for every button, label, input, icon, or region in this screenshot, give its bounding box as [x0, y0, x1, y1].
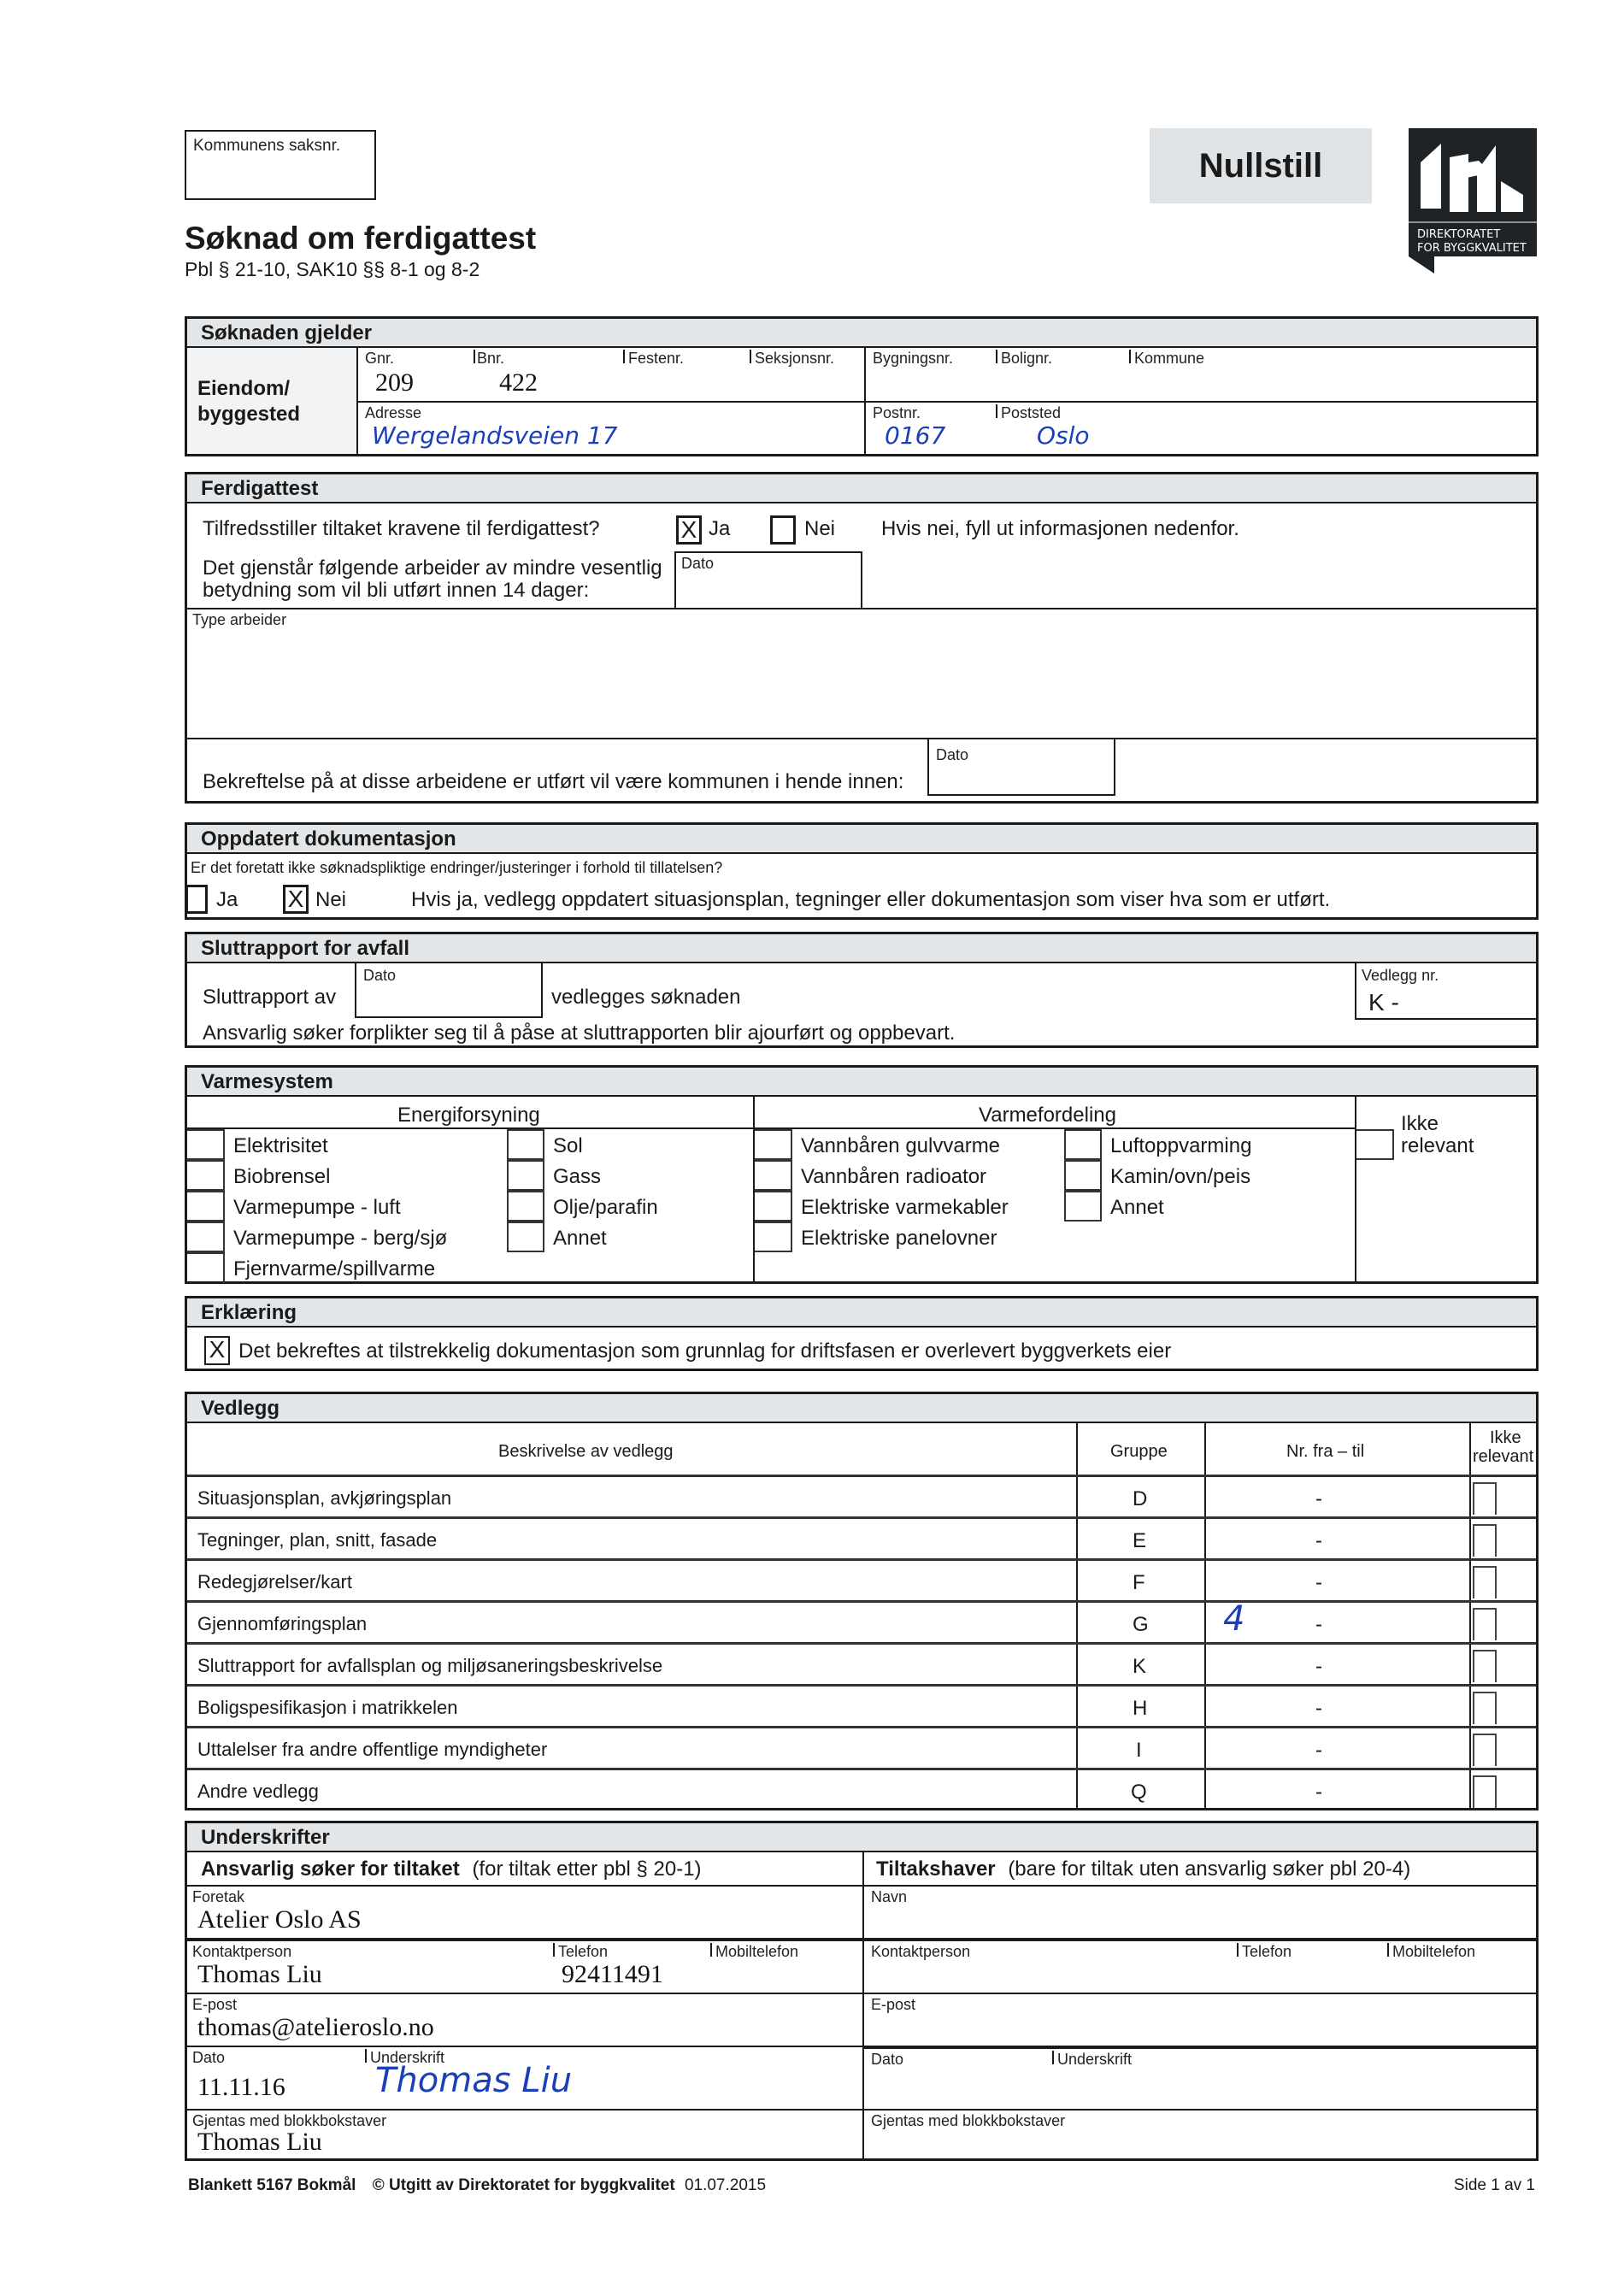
- table-row: [187, 1477, 1536, 1516]
- bnr-label: Bnr.: [477, 350, 505, 367]
- option-label: Vannbåren gulvvarme: [801, 1134, 1001, 1157]
- erklaering-text: Det bekreftes at tilstrekkelig dokumentasjon som grunnlag for driftsfasen er overlevert byggverkets eier: [238, 1339, 1172, 1363]
- row-nr-sep: -: [1315, 1571, 1322, 1594]
- option-label: Olje/parafin: [553, 1196, 658, 1219]
- epost-label: E-post: [192, 1996, 238, 2013]
- row-gruppe: G: [1133, 1613, 1149, 1636]
- row-beskrivelse: Redegjørelser/kart: [197, 1571, 352, 1592]
- mobiltelefon-label: Mobiltelefon: [715, 1943, 799, 1960]
- bnr-value: 422: [499, 368, 538, 397]
- option-label: Annet: [1110, 1196, 1164, 1219]
- luftoppvarming-checkbox[interactable]: [1064, 1129, 1102, 1160]
- bolignr-field[interactable]: [997, 348, 1126, 401]
- divider: [1355, 1097, 1356, 1281]
- section-erklaering: [185, 1296, 1539, 1371]
- bnr-field[interactable]: [475, 348, 603, 401]
- navn-field[interactable]: [864, 1887, 1536, 1938]
- kontaktperson-label: Kontaktperson: [871, 1943, 971, 1960]
- row-beskrivelse: Tegninger, plan, snitt, fasade: [197, 1529, 438, 1551]
- footer-date: 01.07.2015: [684, 2176, 767, 2194]
- row-nr-sep: -: [1315, 1739, 1322, 1762]
- poststed-value: Oslo: [1037, 421, 1090, 450]
- section-title: Varmesystem: [187, 1068, 1536, 1097]
- table-row: [187, 1599, 1536, 1642]
- ikke-relevant-checkbox[interactable]: [1473, 1692, 1497, 1724]
- sol-checkbox[interactable]: [507, 1129, 544, 1160]
- tiltakshaver-dato-field[interactable]: [864, 2049, 1044, 2109]
- row-beskrivelse: Sluttrapport for avfallsplan og miljøsaneringsbeskrivelse: [197, 1655, 663, 1676]
- remaining-work-text-1: Det gjenstår følgende arbeider av mindre vesentlig: [203, 556, 662, 580]
- dato-label: Dato: [681, 555, 715, 572]
- ikke-relevant-checkbox[interactable]: [1473, 1482, 1497, 1515]
- ferdigattest-nei-checkbox[interactable]: [770, 515, 796, 545]
- tiltakshaver-heading-bold: Tiltakshaver: [876, 1857, 996, 1881]
- oppdatert-question: Er det foretatt ikke søknadspliktige endringer/justeringer i forhold til tillatelsen?: [191, 859, 723, 876]
- seksjonsnr-field[interactable]: [751, 348, 864, 401]
- varmekabler-checkbox[interactable]: [755, 1191, 792, 1222]
- navn-label: Navn: [871, 1888, 908, 1905]
- elektrisitet-checkbox[interactable]: [187, 1129, 225, 1160]
- check-mark-icon: X: [680, 516, 697, 543]
- kontaktperson-value: Thomas Liu: [197, 1960, 322, 1988]
- option-label: Biobrensel: [233, 1165, 331, 1188]
- footer-page: Side 1 av 1: [1453, 2176, 1535, 2194]
- section-title: Underskrifter: [187, 1823, 1536, 1852]
- festenr-field[interactable]: [625, 348, 744, 401]
- tiltakshaver-panel: [864, 1852, 1536, 2158]
- blokk-label: Gjentas med blokkbokstaver: [871, 2112, 1066, 2129]
- option-label: Annet: [553, 1227, 607, 1250]
- varmepumpe-berg-checkbox[interactable]: [187, 1222, 225, 1252]
- tiltakshaver-epost-field[interactable]: [864, 1994, 1536, 2046]
- dato-label: Dato: [871, 2051, 904, 2068]
- sluttrapport-suffix: vedlegges søknaden: [551, 986, 741, 1009]
- ansvarlig-dato-field[interactable]: [187, 2047, 358, 2109]
- eiendom-label-1: Eiendom/: [197, 377, 291, 400]
- oppdatert-ja-checkbox[interactable]: [185, 885, 208, 914]
- col-header-ikke-relevant-1: Ikke: [1490, 1428, 1521, 1447]
- col-header-nr: Nr. fra – til: [1286, 1442, 1365, 1461]
- foretak-value: Atelier Oslo AS: [197, 1905, 362, 1934]
- logo-line1: DIREKTORATET: [1417, 228, 1501, 241]
- type-arbeider-label: Type arbeider: [192, 611, 287, 628]
- reset-button-label: Nullstill: [1198, 147, 1323, 185]
- ferdigattest-hint: Hvis nei, fyll ut informasjonen nedenfor.: [881, 517, 1239, 540]
- sluttrapport-note: Ansvarlig søker forplikter seg til å påse at sluttrapporten blir ajourført og oppbevart.: [203, 1021, 956, 1045]
- section-title: Vedlegg: [187, 1394, 1536, 1423]
- kontaktperson-label: Kontaktperson: [192, 1943, 292, 1960]
- row-gruppe: E: [1133, 1529, 1147, 1552]
- gnr-label: Gnr.: [365, 350, 395, 367]
- seksjonsnr-label: Seksjonsnr.: [755, 350, 835, 367]
- row-gruppe: H: [1133, 1697, 1148, 1720]
- case-number-label: Kommunens saksnr.: [193, 137, 341, 155]
- dato-value: 11.11.16: [197, 2073, 285, 2101]
- footer-form-id: Blankett 5167 Bokmål: [188, 2176, 356, 2194]
- col-header-gruppe: Gruppe: [1110, 1442, 1168, 1461]
- ja-label: Ja: [709, 517, 731, 540]
- option-label: Elektriske varmekabler: [801, 1196, 1009, 1219]
- table-row: [187, 1770, 1536, 1808]
- row-nr-sep: -: [1315, 1529, 1322, 1552]
- epost-label: E-post: [871, 1996, 916, 2013]
- section-ferdigattest: [185, 472, 1539, 804]
- varmesystem-ikke-relevant-checkbox[interactable]: [1356, 1129, 1394, 1160]
- radiator-checkbox[interactable]: [755, 1160, 792, 1191]
- row-gruppe: Q: [1131, 1781, 1147, 1804]
- festenr-label: Festenr.: [628, 350, 685, 367]
- table-row: [187, 1645, 1536, 1684]
- row-nr-sep: -: [1315, 1781, 1322, 1804]
- underskrift-label: Underskrift: [1057, 2051, 1133, 2068]
- section-title: Oppdatert dokumentasjon: [187, 825, 1536, 854]
- dibk-logo: [1409, 128, 1537, 274]
- ansvarlig-soker-panel: [187, 1852, 862, 2158]
- nei-label: Nei: [315, 888, 347, 911]
- vedlegg-nr-label: Vedlegg nr.: [1362, 967, 1439, 984]
- table-row: [187, 1519, 1536, 1558]
- eiendom-label-cell: [187, 348, 358, 454]
- ansvarlig-epost-field[interactable]: [187, 1994, 862, 2046]
- panelovner-checkbox[interactable]: [755, 1222, 792, 1252]
- ansvarlig-heading-bold: Ansvarlig søker for tiltaket: [201, 1857, 460, 1881]
- telefon-value: 92411491: [562, 1960, 663, 1988]
- case-number-field[interactable]: [185, 130, 376, 200]
- footer: [188, 2176, 1539, 2202]
- gulvvarme-checkbox[interactable]: [755, 1129, 792, 1160]
- ansvarlig-mobil-field[interactable]: [712, 1941, 862, 1993]
- dato-label: Dato: [363, 967, 397, 984]
- dato-label: Dato: [192, 2049, 226, 2066]
- row-beskrivelse: Boligspesifikasjon i matrikkelen: [197, 1697, 458, 1718]
- col-header-beskrivelse: Beskrivelse av vedlegg: [498, 1442, 674, 1461]
- divider: [187, 738, 1536, 739]
- ansvarlig-telefon-field[interactable]: [555, 1941, 709, 1993]
- ikke-relevant-checkbox[interactable]: [1473, 1608, 1497, 1640]
- tiltakshaver-heading-note: (bare for tiltak uten ansvarlig søker pbl 20-4): [1008, 1857, 1411, 1881]
- ja-label: Ja: [216, 888, 238, 911]
- option-label: Varmepumpe - berg/sjø: [233, 1227, 448, 1250]
- postnr-label: Postnr.: [873, 404, 921, 421]
- table-row: [187, 1728, 1536, 1768]
- tiltakshaver-blokk-field[interactable]: [864, 2111, 1536, 2158]
- option-label: Varmepumpe - luft: [233, 1196, 401, 1219]
- check-mark-icon: X: [209, 1336, 226, 1363]
- nei-label: Nei: [804, 517, 836, 540]
- ikke-relevant-label-1: Ikke: [1401, 1112, 1439, 1135]
- table-row: [187, 1561, 1536, 1600]
- confirmation-date-field[interactable]: [927, 739, 1115, 796]
- remaining-work-date-field[interactable]: [674, 551, 862, 608]
- confirmation-text: Bekreftelse på at disse arbeidene er utført vil være kommunen i hende innen:: [203, 770, 904, 793]
- kommune-label: Kommune: [1134, 350, 1205, 367]
- gnr-value: 209: [375, 368, 414, 397]
- option-label: Elektriske panelovner: [801, 1227, 997, 1250]
- bygningsnr-label: Bygningsnr.: [873, 350, 954, 367]
- section-soknaden-gjelder: [185, 316, 1539, 456]
- section-title: Ferdigattest: [187, 474, 1536, 503]
- section-underskrifter: [185, 1821, 1539, 2161]
- section-varmesystem: [185, 1065, 1539, 1284]
- row-beskrivelse: Andre vedlegg: [197, 1781, 319, 1802]
- ikke-relevant-checkbox[interactable]: [1473, 1524, 1497, 1557]
- blokk-value: Thomas Liu: [197, 2128, 322, 2156]
- table-row: [187, 1687, 1536, 1726]
- row-beskrivelse: Gjennomføringsplan: [197, 1613, 368, 1634]
- row-nr-from: 4: [1223, 1599, 1245, 1639]
- option-label: Elektrisitet: [233, 1134, 328, 1157]
- option-label: Sol: [553, 1134, 583, 1157]
- row-nr-sep: -: [1315, 1487, 1322, 1510]
- kommune-field[interactable]: [1131, 348, 1533, 401]
- oppdatert-nei-checkbox[interactable]: [283, 885, 309, 914]
- ansvarlig-blokk-field[interactable]: [187, 2111, 862, 2158]
- row-nr-sep: -: [1315, 1655, 1322, 1678]
- logo-line2: FOR BYGGKVALITET: [1417, 242, 1527, 255]
- blokk-label: Gjentas med blokkbokstaver: [192, 2112, 387, 2129]
- ikke-relevant-checkbox[interactable]: [1473, 1566, 1497, 1598]
- page-title: Søknad om ferdigattest: [185, 221, 537, 256]
- option-label: Kamin/ovn/peis: [1110, 1165, 1251, 1188]
- check-mark-icon: X: [287, 886, 304, 912]
- tiltakshaver-mobil-field[interactable]: [1389, 1941, 1536, 1993]
- mobiltelefon-label: Mobiltelefon: [1392, 1943, 1476, 1960]
- section-title: Sluttrapport for avfall: [187, 934, 1536, 963]
- gass-checkbox[interactable]: [507, 1160, 544, 1191]
- reset-button[interactable]: [1150, 128, 1372, 203]
- section-title: Erklæring: [187, 1298, 1536, 1328]
- bolignr-label: Bolignr.: [1001, 350, 1053, 367]
- fjernvarme-checkbox[interactable]: [187, 1252, 225, 1283]
- option-label: Gass: [553, 1165, 602, 1188]
- dibk-logo-icon: [1409, 128, 1537, 274]
- postnr-value: 0167: [885, 421, 946, 450]
- telefon-label: Telefon: [558, 1943, 609, 1960]
- postnr-field[interactable]: [866, 403, 994, 454]
- gnr-field[interactable]: [358, 348, 461, 401]
- row-beskrivelse: Situasjonsplan, avkjøringsplan: [197, 1487, 452, 1509]
- epost-value: thomas@atelieroslo.no: [197, 2013, 434, 2041]
- underskrift-label: Underskrift: [370, 2049, 445, 2066]
- olje-checkbox[interactable]: [507, 1191, 544, 1222]
- vedlegg-nr-field[interactable]: [1355, 963, 1536, 1020]
- option-label: Fjernvarme/spillvarme: [233, 1257, 436, 1280]
- remaining-work-text-2: betydning som vil bli utført innen 14 dager:: [203, 579, 590, 602]
- ansvarlig-heading-note: (for tiltak etter pbl § 20-1): [472, 1857, 702, 1881]
- tiltakshaver-underskrift-field[interactable]: [1054, 2049, 1536, 2109]
- row-gruppe: I: [1136, 1739, 1142, 1762]
- row-gruppe: D: [1133, 1487, 1148, 1510]
- dato-label: Dato: [936, 746, 969, 763]
- page-subtitle: Pbl § 21-10, SAK10 §§ 8-1 og 8-2: [185, 258, 480, 280]
- kamin-checkbox[interactable]: [1064, 1160, 1102, 1191]
- divider: [187, 1127, 753, 1129]
- type-arbeider-field[interactable]: [187, 609, 1536, 738]
- eiendom-label-2: byggested: [197, 403, 301, 426]
- option-label: Luftoppvarming: [1110, 1134, 1252, 1157]
- ansvarlig-underskrift-field[interactable]: [367, 2047, 862, 2109]
- ansvarlig-heading: [201, 1857, 702, 1881]
- erklaering-checkbox[interactable]: [204, 1336, 230, 1365]
- varmepumpe-luft-checkbox[interactable]: [187, 1191, 225, 1222]
- poststed-label: Poststed: [1001, 404, 1062, 421]
- tiltakshaver-telefon-field[interactable]: [1239, 1941, 1384, 1993]
- oppdatert-hint: Hvis ja, vedlegg oppdatert situasjonsplan, tegninger eller dokumentasjon som viser hva som er utført.: [411, 888, 1331, 911]
- tiltakshaver-kontakt-field[interactable]: [864, 1941, 1237, 1993]
- foretak-field[interactable]: [187, 1887, 862, 1938]
- poststed-field[interactable]: [997, 403, 1339, 454]
- divider: [755, 1127, 1355, 1129]
- section-vedlegg: [185, 1392, 1539, 1810]
- signature: Thomas Liu: [375, 2061, 573, 2100]
- row-gruppe: F: [1133, 1571, 1145, 1594]
- footer-publisher: © Utgitt av Direktoratet for byggkvalitet: [372, 2176, 675, 2194]
- bygningsnr-field[interactable]: [866, 348, 994, 401]
- section-oppdatert-dokumentasjon: [185, 822, 1539, 920]
- ikke-relevant-checkbox[interactable]: [1473, 1775, 1497, 1808]
- row-beskrivelse: Uttalelser fra andre offentlige myndigheter: [197, 1739, 548, 1760]
- energiforsyning-header: Energiforsyning: [397, 1104, 540, 1127]
- ferdigattest-question: Tilfredsstiller tiltaket kravene til ferdigattest?: [203, 517, 600, 540]
- row-gruppe: K: [1133, 1655, 1147, 1678]
- col-header-ikke-relevant-2: relevant: [1473, 1447, 1534, 1466]
- telefon-label: Telefon: [1242, 1943, 1292, 1960]
- sluttrapport-date-field[interactable]: [355, 963, 543, 1018]
- energi-annet-checkbox[interactable]: [507, 1222, 544, 1252]
- vedlegg-nr-value: K -: [1368, 989, 1399, 1016]
- option-label: Vannbåren radioator: [801, 1165, 987, 1188]
- sluttrapport-prefix: Sluttrapport av: [203, 986, 337, 1009]
- row-nr-sep: -: [1315, 1613, 1322, 1636]
- ikke-relevant-checkbox[interactable]: [1473, 1650, 1497, 1682]
- varmefordeling-header: Varmefordeling: [979, 1104, 1116, 1127]
- adresse-value: Wergelandsveien 17: [372, 421, 618, 450]
- tiltakshaver-heading: [876, 1857, 1410, 1881]
- section-sluttrapport: [185, 932, 1539, 1048]
- ferdigattest-ja-checkbox[interactable]: [676, 515, 702, 545]
- adresse-field[interactable]: [358, 403, 864, 454]
- ikke-relevant-checkbox[interactable]: [1473, 1734, 1497, 1766]
- biobrensel-checkbox[interactable]: [187, 1160, 225, 1191]
- fordeling-annet-checkbox[interactable]: [1064, 1191, 1102, 1222]
- ansvarlig-kontakt-field[interactable]: [187, 1941, 553, 1993]
- foretak-label: Foretak: [192, 1888, 245, 1905]
- section-title: Søknaden gjelder: [187, 319, 1536, 348]
- row-nr-sep: -: [1315, 1697, 1322, 1720]
- adresse-label: Adresse: [365, 404, 422, 421]
- ikke-relevant-label-2: relevant: [1401, 1134, 1474, 1157]
